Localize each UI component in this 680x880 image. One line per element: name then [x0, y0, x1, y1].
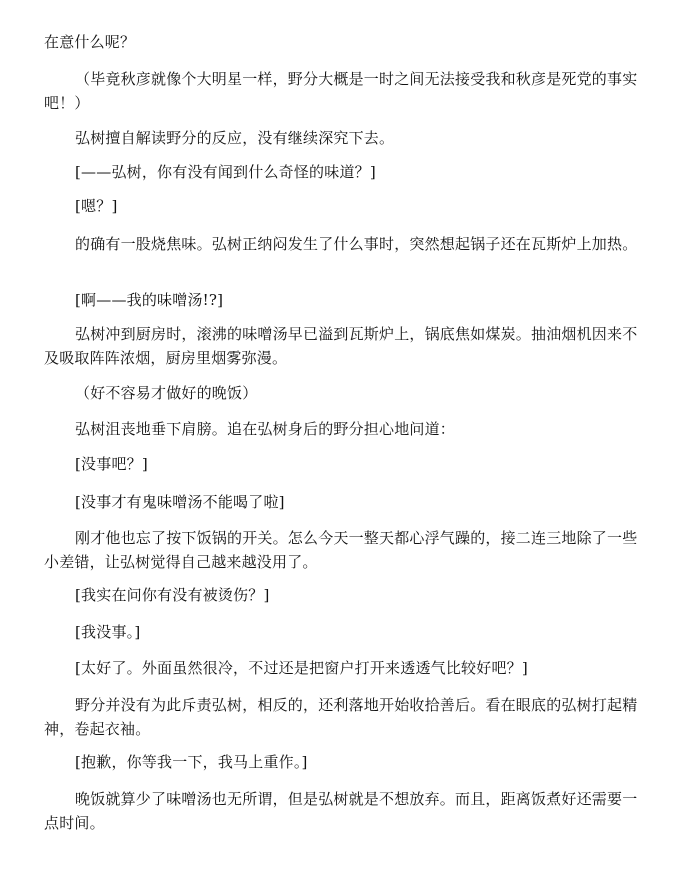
paragraph-1: 在意什么呢？	[44, 33, 136, 51]
paragraph-6: 的确有一股烧焦味。弘树正纳闷发生了什么事时，突然想起锅子还在瓦斯炉上加热。	[75, 235, 638, 253]
paragraph-13: 刚才他也忘了按下饭锅的开关。怎么今天一整天都心浮气躁的，接二连三地除了一些小差错，让弘树觉得自己越来越没用了。	[44, 529, 638, 571]
paragraph-3: 弘树擅自解读野分的反应，没有继续深究下去。	[75, 129, 395, 147]
paragraph-5: [嗯？]	[75, 197, 118, 215]
paragraph-8: 弘树冲到厨房时，滚沸的味噌汤早已溢到瓦斯炉上，锅底焦如煤炭。抽油烟机因来不及吸取阵阵浓烟，厨房里烟雾弥漫。	[44, 325, 638, 367]
paragraph-15: [我没事。]	[75, 623, 141, 641]
paragraph-9: （好不容易才做好的晚饭）	[75, 384, 258, 402]
paragraph-18: [抱歉，你等我一下，我马上重作。]	[75, 753, 308, 771]
paragraph-17: 野分并没有为此斥责弘树，相反的，还利落地开始收拾善后。看在眼底的弘树打起精神，卷起衣袖。	[44, 696, 638, 738]
paragraph-2: （毕竟秋彦就像个大明星一样，野分大概是一时之间无法接受我和秋彦是死党的事实吧！）	[44, 70, 638, 112]
paragraph-19: 晚饭就算少了味噌汤也无所谓，但是弘树就是不想放弃。而且，距离饭煮好还需要一点时间。	[44, 790, 638, 832]
paragraph-10: 弘树沮丧地垂下肩膀。追在弘树身后的野分担心地问道：	[75, 420, 456, 438]
paragraph-7: [啊——我的味噌汤!?]	[75, 291, 224, 309]
paragraph-4: [——弘树，你有没有闻到什么奇怪的味道？]	[75, 163, 376, 181]
paragraph-14: [我实在问你有没有被烫伤？]	[75, 586, 270, 604]
paragraph-12: [没事才有鬼味噌汤不能喝了啦]	[75, 493, 285, 511]
paragraph-16: [太好了。外面虽然很冷，不过还是把窗户打开来透透气比较好吧？]	[75, 659, 528, 677]
paragraph-11: [没事吧？]	[75, 455, 148, 473]
